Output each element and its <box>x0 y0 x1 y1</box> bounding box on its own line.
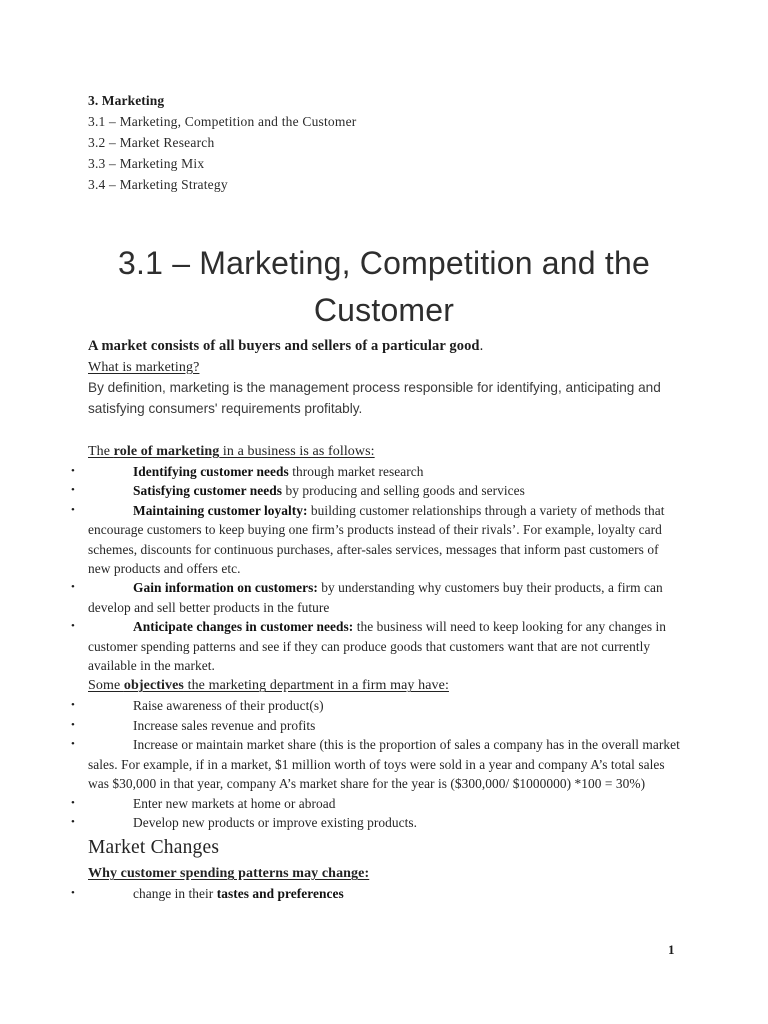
bullet-bold-tail: tastes and preferences <box>216 886 344 902</box>
role-of-marketing-bullet-list <box>71 462 682 675</box>
bullet-text: the business will need to keep looking for any changes in customer spending patterns and see if they can produce goods that customers want that are not currently available in the market. <box>88 619 666 674</box>
list-item <box>71 578 682 617</box>
document-body <box>71 336 682 904</box>
role-heading-pre: The <box>88 444 114 459</box>
list-item <box>71 696 682 715</box>
role-heading-bold: role of marketing <box>113 444 220 459</box>
bullet-text: Increase or maintain market share (this is the proportion of sales a company has in the overall market sales. For example, if in a market, $1 million worth of toys were sold in a year and company A’s total sales was $30,000 in that year, company A’s market share for the year is ($300,000/ $1000000) *100 = 30%) <box>88 737 680 792</box>
what-is-marketing-heading: What is marketing? <box>88 360 200 375</box>
list-item <box>71 884 682 903</box>
bullet-bold-lead: Gain information on customers: <box>133 580 318 596</box>
market-definition-line <box>88 336 682 357</box>
bullet-text: through market research <box>288 464 424 479</box>
bullet-text: Develop new products or improve existing products. <box>133 814 418 830</box>
bullet-dot-icon: • <box>71 465 75 477</box>
toc-heading: 3. Marketing <box>88 93 165 108</box>
list-item <box>71 716 682 735</box>
page-title: 3.1 – Marketing, Competition and the Customer <box>118 245 650 328</box>
list-item <box>71 617 682 675</box>
bullet-text: Raise awareness of their product(s) <box>133 698 324 714</box>
market-changes-heading: Market Changes <box>88 837 220 859</box>
objectives-heading-post: the marketing department in a firm may have: <box>183 678 449 694</box>
bullet-dot-icon: • <box>71 484 75 497</box>
objectives-heading-bold: objectives <box>123 678 184 694</box>
toc-line-3-3: 3.3 – Marketing Mix <box>88 156 205 171</box>
bullet-bold-lead: Anticipate changes in customer needs: <box>133 619 354 635</box>
bullet-dot-icon: • <box>71 620 75 633</box>
toc-line-3-4: 3.4 – Marketing Strategy <box>88 177 228 192</box>
market-definition-period: . <box>479 338 484 354</box>
bullet-text: building customer relationships through a variety of methods that encourage customers to keep buying one firm’s products instead of their rivals’. For example, loyalty card schemes, discounts for continuous purchases, after-sales services, messages that inform past customers of new products and offers etc. <box>88 502 665 577</box>
bullet-dot-icon: • <box>71 581 75 594</box>
role-of-marketing-heading <box>88 441 682 462</box>
bullet-text-pre: change in their <box>133 886 217 902</box>
bullet-text: Enter new markets at home or abroad <box>133 795 336 811</box>
toc-line-3-1: 3.1 – Marketing, Competition and the Customer <box>88 114 357 129</box>
bullet-dot-icon: • <box>71 718 75 731</box>
bullet-text: by understanding why customers buy their products, a firm can develop and sell better products in the future <box>88 580 663 615</box>
bullet-dot-icon: • <box>71 796 75 809</box>
marketing-definition-paragraph: By definition, marketing is the management process responsible for identifying, anticipating and satisfying consumers' requirements profitably. <box>88 380 661 416</box>
objectives-bullet-list <box>71 696 682 832</box>
bullet-bold-lead: Satisfying customer needs <box>133 483 283 499</box>
objectives-heading <box>88 675 682 696</box>
bullet-text: Increase sales revenue and profits <box>133 717 316 733</box>
list-item <box>71 794 682 813</box>
bullet-dot-icon: • <box>71 887 75 900</box>
spending-patterns-bullet-list <box>71 884 682 903</box>
bullet-dot-icon: • <box>71 699 75 712</box>
bullet-bold-lead: Identifying customer needs <box>133 464 289 479</box>
list-item <box>71 735 682 793</box>
bullet-text: by producing and selling goods and services <box>282 483 525 499</box>
bullet-dot-icon: • <box>71 738 75 751</box>
market-definition-text: A market consists of all buyers and sellers of a particular good <box>88 338 480 354</box>
bullet-bold-lead: Maintaining customer loyalty: <box>133 502 308 518</box>
table-of-contents <box>88 90 688 195</box>
objectives-heading-pre: Some <box>88 678 124 694</box>
toc-line-3-2: 3.2 – Market Research <box>88 135 215 150</box>
list-item <box>71 462 682 481</box>
bullet-dot-icon: • <box>71 815 75 828</box>
page-number: 1 <box>668 942 675 957</box>
list-item <box>71 813 682 832</box>
list-item <box>71 501 682 579</box>
list-item <box>71 481 682 500</box>
spending-patterns-heading <box>88 863 682 884</box>
role-heading-post: in a business is as follows: <box>219 444 375 459</box>
spending-patterns-heading-text: Why customer spending patterns may change: <box>88 866 370 882</box>
bullet-dot-icon: • <box>71 503 75 516</box>
